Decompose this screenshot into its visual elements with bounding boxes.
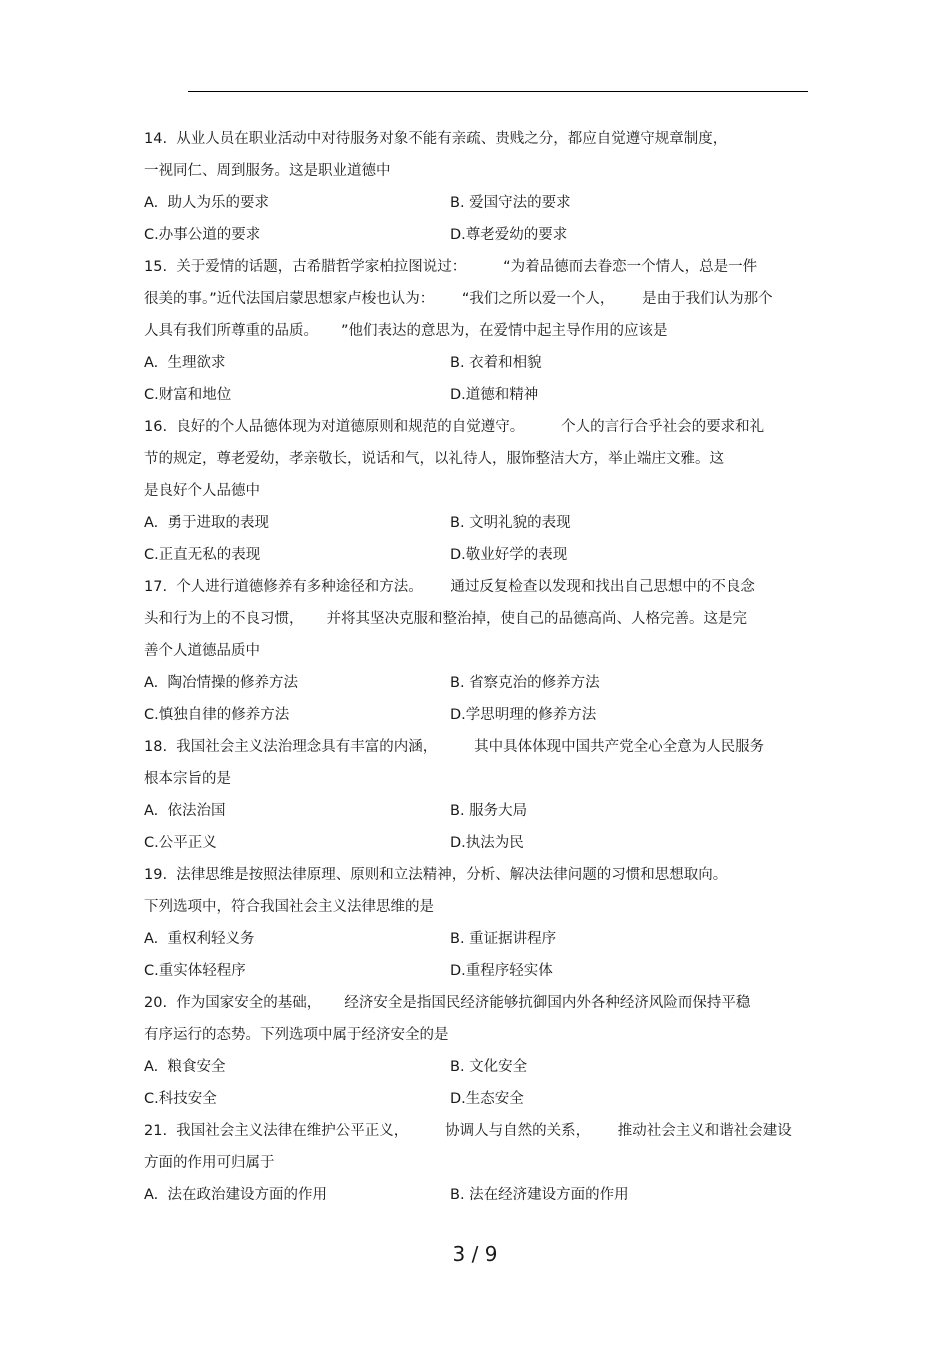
option-d: D.尊老爱幼的要求 <box>450 227 568 243</box>
option-c: C.办事公道的要求 <box>144 227 261 243</box>
header-rule <box>188 91 808 92</box>
question-text-line: 根本宗旨的是 <box>144 771 231 787</box>
option-row <box>144 379 824 411</box>
question-16 <box>144 411 824 571</box>
option-a: A. 重权利轻义务 <box>144 931 255 947</box>
option-row <box>144 699 824 731</box>
question-21 <box>144 1115 824 1211</box>
option-d: D.道德和精神 <box>450 387 539 403</box>
question-text-line: 21. 我国社会主义法律在维护公平正义， 协调人与自然的关系， 推动社会主义和谐社会建设 <box>144 1123 792 1139</box>
page-number: 3 / 9 <box>452 1242 498 1266</box>
option-c: C.科技安全 <box>144 1091 217 1107</box>
option-a: A. 勇于进取的表现 <box>144 515 269 531</box>
question-text-line: 一视同仁、周到服务。这是职业道德中 <box>144 163 391 179</box>
question-15 <box>144 251 824 411</box>
option-c: C.慎独自律的修养方法 <box>144 707 290 723</box>
question-text-line: 16. 良好的个人品德体现为对道德原则和规范的自觉遵守。 个人的言行合乎社会的要求和礼 <box>144 419 765 435</box>
option-row <box>144 1179 824 1211</box>
option-row <box>144 1083 824 1115</box>
question-text-line: 方面的作用可归属于 <box>144 1155 275 1171</box>
question-text-line: 19. 法律思维是按照法律原理、原则和立法精神，分析、解决法律问题的习惯和思想取向。 <box>144 867 728 883</box>
option-row <box>144 187 824 219</box>
question-text-line: 17. 个人进行道德修养有多种途径和方法。 通过反复检查以发现和找出自己思想中的不良念 <box>144 579 755 595</box>
option-d: D.学思明理的修养方法 <box>450 707 597 723</box>
option-d: D.重程序轻实体 <box>450 963 553 979</box>
option-a: A. 助人为乐的要求 <box>144 195 269 211</box>
question-text-line: 15. 关于爱情的话题，古希腊哲学家柏拉图说过： “为着品德而去眷恋一个情人，总是一件 <box>144 259 758 275</box>
option-c: C.财富和地位 <box>144 387 232 403</box>
option-row <box>144 347 824 379</box>
question-14 <box>144 123 824 251</box>
option-b: B. 省察克治的修养方法 <box>450 675 600 691</box>
option-row <box>144 219 824 251</box>
option-a: A. 法在政治建设方面的作用 <box>144 1187 327 1203</box>
option-row <box>144 507 824 539</box>
question-text-line: 18. 我国社会主义法治理念具有丰富的内涵， 其中具体体现中国共产党全心全意为人民服务 <box>144 739 765 755</box>
question-list <box>144 123 824 1211</box>
question-text-line: 20. 作为国家安全的基础， 经济安全是指国民经济能够抗御国内外各种经济风险而保持平稳 <box>144 995 751 1011</box>
option-b: B. 文化安全 <box>450 1059 528 1075</box>
question-text-line: 人具有我们所尊重的品质。 ”他们表达的意思为，在爱情中起主导作用的应该是 <box>144 323 668 339</box>
option-d: D.执法为民 <box>450 835 524 851</box>
option-c: C.正直无私的表现 <box>144 547 261 563</box>
option-c: C.公平正义 <box>144 835 217 851</box>
question-text-line: 头和行为上的不良习惯， 并将其坚决克服和整治掉，使自己的品德高尚、人格完善。这是完 <box>144 611 748 627</box>
option-b: B. 衣着和相貌 <box>450 355 542 371</box>
option-b: B. 文明礼貌的表现 <box>450 515 571 531</box>
question-text-line: 节的规定，尊老爱幼，孝亲敬长，说话和气，以礼待人，服饰整洁大方，举止端庄文雅。这 <box>144 451 724 467</box>
question-text-line: 很美的事。”近代法国启蒙思想家卢梭也认为： “我们之所以爱一个人， 是由于我们认为那个 <box>144 291 773 307</box>
option-row <box>144 955 824 987</box>
option-row <box>144 795 824 827</box>
option-row <box>144 539 824 571</box>
option-b: B. 爱国守法的要求 <box>450 195 571 211</box>
question-text-line: 下列选项中，符合我国社会主义法律思维的是 <box>144 899 434 915</box>
question-text-line: 14. 从业人员在职业活动中对待服务对象不能有亲疏、贵贱之分，都应自觉遵守规章制度， <box>144 131 728 147</box>
option-a: A. 陶冶情操的修养方法 <box>144 675 298 691</box>
option-row <box>144 667 824 699</box>
option-a: A. 生理欲求 <box>144 355 226 371</box>
option-d: D.生态安全 <box>450 1091 524 1107</box>
option-b: B. 重证据讲程序 <box>450 931 557 947</box>
option-d: D.敬业好学的表现 <box>450 547 568 563</box>
option-row <box>144 1051 824 1083</box>
option-row <box>144 827 824 859</box>
question-text-line: 是良好个人品德中 <box>144 483 260 499</box>
question-text-line: 有序运行的态势。下列选项中属于经济安全的是 <box>144 1027 449 1043</box>
option-row <box>144 923 824 955</box>
option-b: B. 法在经济建设方面的作用 <box>450 1187 629 1203</box>
option-b: B. 服务大局 <box>450 803 528 819</box>
option-a: A. 粮食安全 <box>144 1059 226 1075</box>
question-text-line: 善个人道德品质中 <box>144 643 260 659</box>
question-17 <box>144 571 824 731</box>
question-18 <box>144 731 824 859</box>
question-19 <box>144 859 824 987</box>
question-20 <box>144 987 824 1115</box>
option-a: A. 依法治国 <box>144 803 226 819</box>
option-c: C.重实体轻程序 <box>144 963 246 979</box>
